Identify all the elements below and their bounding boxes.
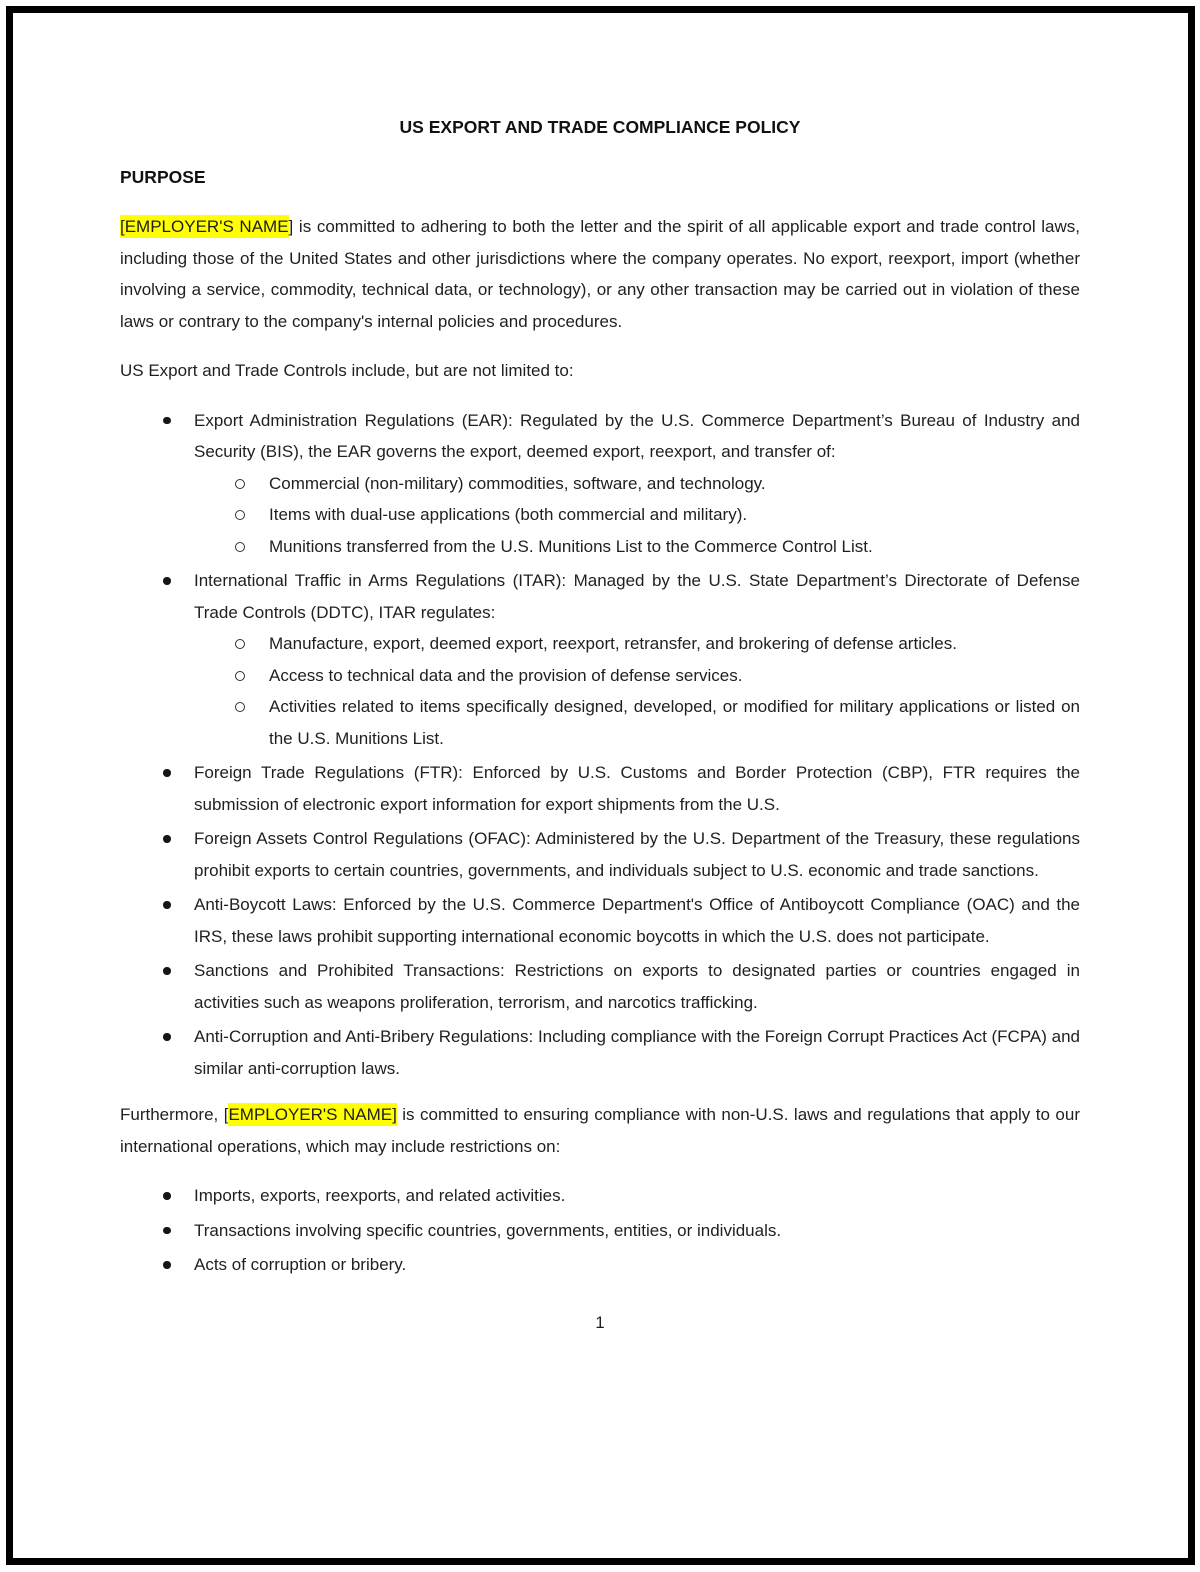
- bullet-icon: [163, 967, 171, 975]
- section-heading-purpose: PURPOSE: [120, 166, 206, 187]
- bullet-item-text: Foreign Assets Control Regulations (OFAC): Administered by the U.S. Department of the Treasury, these regulations prohibit exports to certain countries, governments, and individuals subject to U.S. economic and trade sanctions.: [194, 829, 1080, 880]
- sub-bullet-list: [194, 468, 1080, 563]
- sub-bullet-item-text: Commercial (non-military) commodities, software, and technology.: [269, 473, 766, 493]
- bullet-item: [120, 1180, 1080, 1212]
- circle-bullet-icon: [235, 510, 245, 520]
- intro-paragraph-text: ] is committed to adhering to both the letter and the spirit of all applicable export and trade control laws, including those of the United States and other jurisdictions where the company operates. No export, reexport, import (whether involving a service, commodity, technical data, or technology), or any other transaction may be carried out in violation of these laws or contrary to the company's internal policies and procedures.: [120, 217, 1080, 331]
- highlight-employer-name: [EMPLOYER'S NAME: [120, 217, 289, 236]
- bullet-icon: [163, 1227, 171, 1235]
- circle-bullet-icon: [235, 671, 245, 681]
- bullet-item-text: International Traffic in Arms Regulations (ITAR): Managed by the U.S. State Department’s Directorate of Defense Trade Controls (DDTC), ITAR regulates:: [194, 571, 1080, 622]
- circle-bullet-icon: [235, 639, 245, 649]
- bullet-item: [120, 955, 1080, 1018]
- bullet-item: [120, 889, 1080, 952]
- sub-bullet-item: [194, 499, 1080, 531]
- intro-paragraph: [120, 211, 1080, 337]
- sub-bullet-item-text: Activities related to items specifically designed, developed, or modified for military applications or listed on the U.S. Munitions List.: [269, 697, 1080, 748]
- sub-bullet-item-text: Manufacture, export, deemed export, reexport, retransfer, and brokering of defense articles.: [269, 634, 957, 653]
- highlight-employer-name: EMPLOYER'S NAME]: [228, 1105, 397, 1124]
- circle-bullet-icon: [235, 542, 245, 552]
- bullet-icon: [163, 835, 171, 843]
- controls-intro-paragraph: US Export and Trade Controls include, but are not limited to:: [120, 361, 574, 380]
- furthermore-pre-text: Furthermore, [: [120, 1105, 229, 1124]
- bullet-icon: [163, 417, 171, 425]
- bullet-item-text: Anti-Boycott Laws: Enforced by the U.S. Commerce Department's Office of Antiboycott Compliance (OAC) and the IRS, these laws prohibit supporting international economic boycotts in which the U.S. does not participate.: [194, 895, 1080, 946]
- bullet-icon: [163, 769, 171, 777]
- bullet-icon: [163, 1261, 171, 1269]
- bullet-item-text: Anti-Corruption and Anti-Bribery Regulations: Including compliance with the Foreign Corrupt Practices Act (FCPA) and similar anti-corruption laws.: [194, 1027, 1080, 1078]
- sub-bullet-list: [194, 628, 1080, 754]
- bullet-icon: [163, 901, 171, 909]
- bullet-item: [120, 823, 1080, 886]
- bullet-item: [120, 405, 1080, 563]
- sub-bullet-item: [194, 628, 1080, 660]
- sub-bullet-item-text: Items with dual-use applications (both commercial and military).: [269, 505, 748, 524]
- sub-bullet-item: [194, 660, 1080, 692]
- sub-bullet-item: [194, 691, 1080, 754]
- bullet-item-text: Imports, exports, reexports, and related activities.: [194, 1186, 566, 1205]
- bullet-item-text: Transactions involving specific countries, governments, entities, or individuals.: [194, 1220, 782, 1240]
- bullet-item-text: Acts of corruption or bribery.: [194, 1255, 407, 1274]
- document-title: US EXPORT AND TRADE COMPLIANCE POLICY: [399, 117, 801, 137]
- bullet-icon: [163, 577, 171, 585]
- bullet-item-text: Sanctions and Prohibited Transactions: Restrictions on exports to designated parties or countries engaged in activities such as weapons proliferation, terrorism, and narcotics trafficking.: [194, 961, 1080, 1012]
- bullet-item: [120, 1021, 1080, 1084]
- bullet-item: [120, 757, 1080, 820]
- sub-bullet-item-text: Access to technical data and the provision of defense services.: [269, 665, 743, 685]
- bullet-icon: [163, 1192, 171, 1200]
- bullet-item: [120, 1215, 1080, 1247]
- circle-bullet-icon: [235, 702, 245, 712]
- sub-bullet-item-text: Munitions transferred from the U.S. Munitions List to the Commerce Control List.: [269, 536, 873, 556]
- sub-bullet-item: [194, 531, 1080, 563]
- furthermore-paragraph: [120, 1099, 1080, 1162]
- bullet-item: [120, 565, 1080, 754]
- bullet-item-text: Foreign Trade Regulations (FTR): Enforced by U.S. Customs and Border Protection (CBP), FTR requires the submission of electronic export information for export shipments from the U.S.: [194, 763, 1080, 814]
- page-number: 1: [595, 1312, 605, 1332]
- bullet-item-text: Export Administration Regulations (EAR): Regulated by the U.S. Commerce Department’s Bureau of Industry and Security (BIS), the EAR governs the export, deemed export, reexport, and transfer of:: [194, 410, 1080, 461]
- bullet-icon: [163, 1033, 171, 1041]
- sub-bullet-item: [194, 468, 1080, 500]
- circle-bullet-icon: [235, 479, 245, 489]
- controls-bullet-list: [120, 405, 1080, 1085]
- non-us-bullet-list: [120, 1180, 1080, 1281]
- bullet-item: [120, 1249, 1080, 1281]
- furthermore-rest-text: is committed to ensuring compliance with non-U.S. laws and regulations that apply to our international operations, which may include restrictions on:: [120, 1105, 1080, 1156]
